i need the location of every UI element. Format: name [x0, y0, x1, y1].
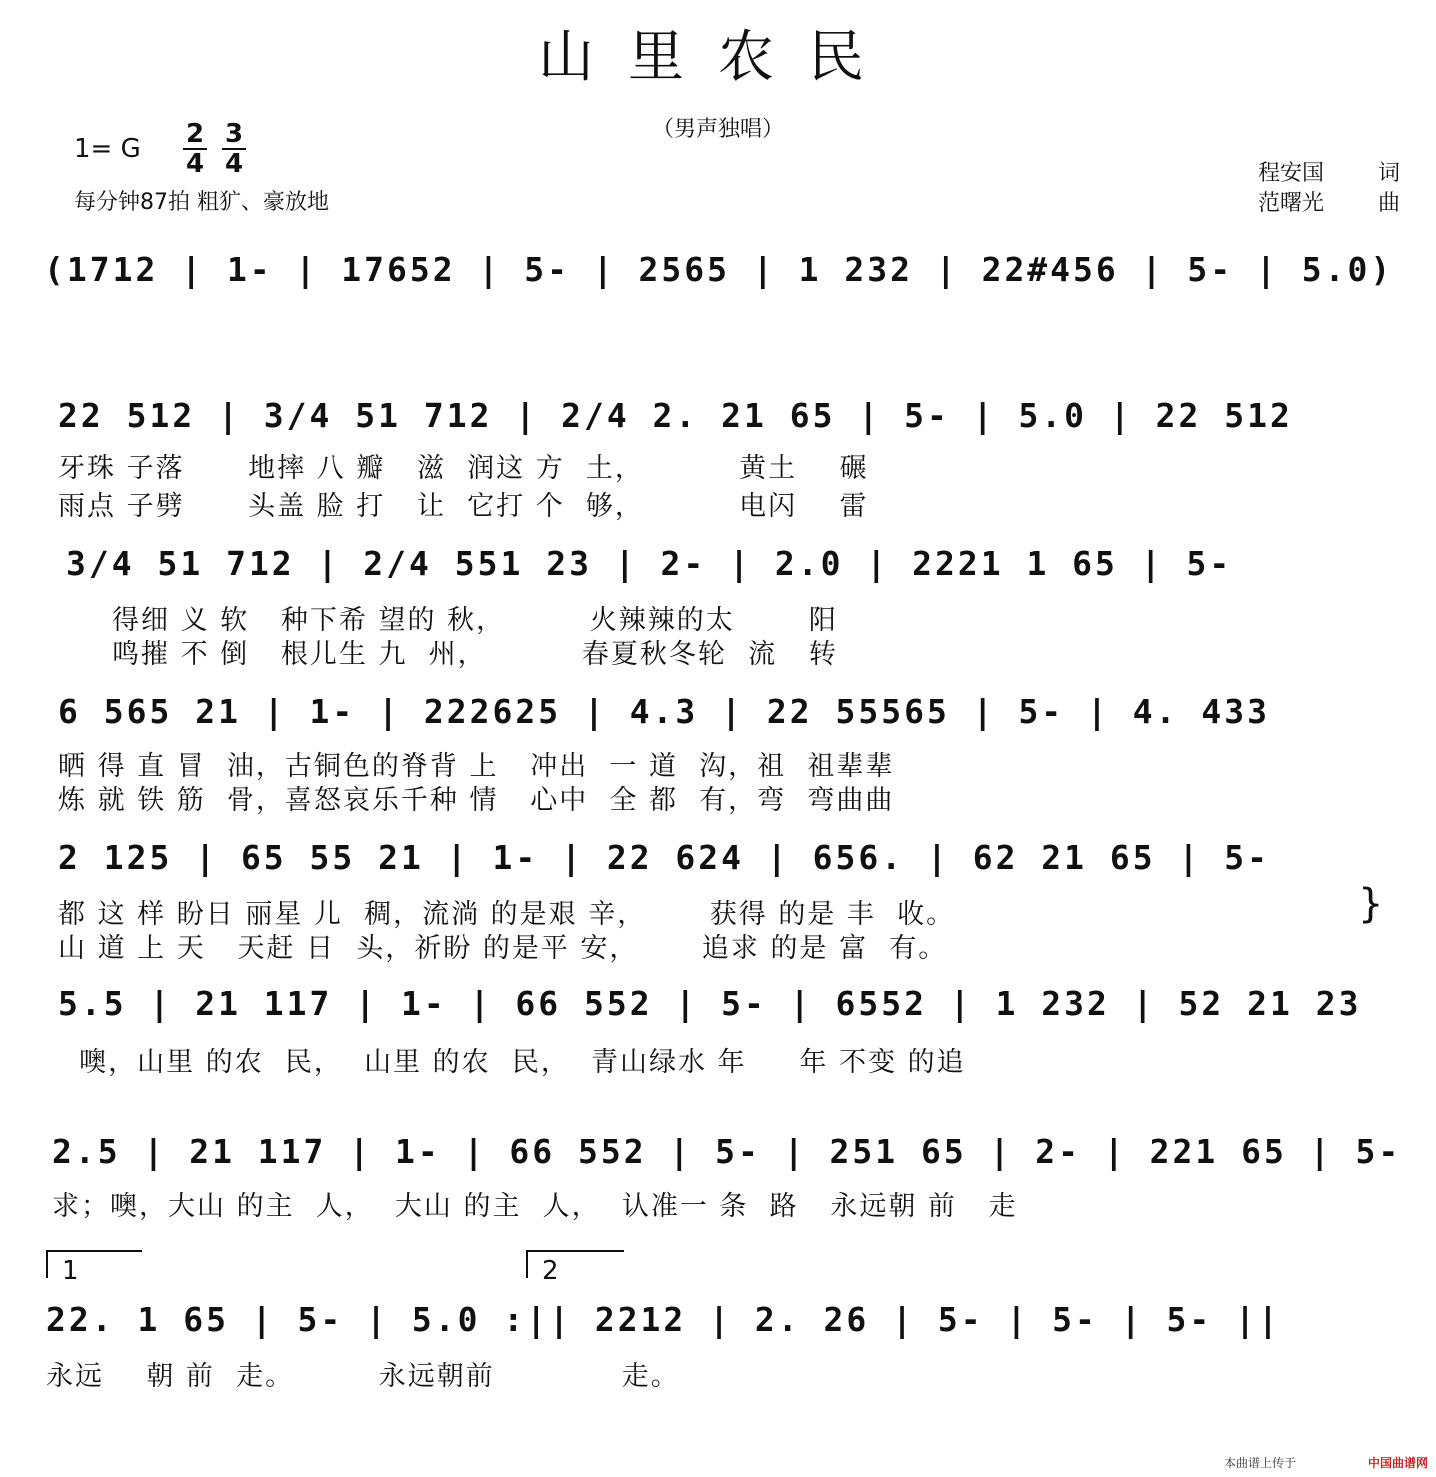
performance-note: （男声独唱）: [651, 117, 784, 142]
second-ending-bracket: [526, 1250, 624, 1278]
lyrics-row-7: 求；噢，大山 的主 人， 大山 的主 人， 认准一 条 路 永远朝 前 走: [52, 1191, 1018, 1222]
notation-row-1: (1712 | 1- | 17652 | 5- | 2565 | 1 232 | 22#456 | 5- | 5.0): [44, 250, 1394, 289]
lyrics-row-2-verse-2: 雨点 子劈 头盖 脸 打 让 它打 个 够， 电闪 雷: [58, 491, 869, 522]
first-ending-bracket: [46, 1250, 142, 1278]
first-ending-number: 1: [62, 1256, 79, 1286]
notation-row-8: 22. 1 65 | 5- | 5.0 :|| 2212 | 2. 26 | 5- | 5- | 5- ||: [46, 1300, 1281, 1339]
composer-role: 曲: [1378, 191, 1401, 216]
lyricist: 程安国: [1258, 161, 1325, 186]
song-title: 山里农民: [538, 25, 898, 90]
lyrics-row-2-verse-1: 牙珠 子落 地摔 八 瓣 滋 润这 方 土， 黄土 碾: [58, 453, 869, 484]
notation-row-6: 5.5 | 21 117 | 1- | 66 552 | 5- | 6552 | 1 232 | 52 21 23: [58, 984, 1362, 1023]
lyrics-row-6: 噢，山里 的农 民， 山里 的农 民， 青山绿水 年 年 不变 的追: [58, 1047, 966, 1078]
notation-row-5: 2 125 | 65 55 21 | 1- | 22 624 | 656. | 62 21 65 | 5-: [58, 838, 1270, 877]
notation-row-4: 6 565 21 | 1- | 222625 | 4.3 | 22 55565 | 5- | 4. 433: [58, 692, 1270, 731]
upload-note: 本曲谱上传于: [1223, 1456, 1296, 1470]
site-logo: 中国曲谱网: [1367, 1456, 1428, 1470]
lyrics-row-5-verse-1: 都 这 样 盼日 丽星 儿 稠，流淌 的是艰 辛， 获得 的是 丰 收。: [58, 899, 956, 930]
key-signature: 1= G: [74, 134, 141, 164]
notation-row-7: 2.5 | 21 117 | 1- | 66 552 | 5- | 251 65 | 2- | 221 65 | 5-: [52, 1132, 1402, 1171]
lyrics-row-3-verse-2: 鸣摧 不 倒 根儿生 九 州， 春夏秋冬轮 流 转: [112, 639, 838, 670]
lyrics-row-4-verse-1: 晒 得 直 冒 油，古铜色的脊背 上 冲出 一 道 沟，祖 祖辈辈: [58, 751, 895, 782]
lyrics-row-8: 永远 朝 前 走。 永远朝前 走。: [46, 1361, 680, 1392]
lyricist-role: 词: [1378, 161, 1401, 186]
second-ending-number: 2: [542, 1256, 559, 1286]
composer: 范曙光: [1258, 191, 1325, 216]
time-signature-3-4: 3 4: [222, 122, 246, 176]
lyrics-row-5-verse-2: 山 道 上 天 天赶 日 头，祈盼 的是平 安， 追求 的是 富 有。: [58, 933, 948, 964]
time-signature-2-4: 2 4: [183, 122, 207, 176]
verse-brace: }: [1358, 881, 1384, 927]
notation-row-3: 3/4 51 712 | 2/4 551 23 | 2- | 2.0 | 2221 1 65 | 5-: [66, 544, 1233, 583]
lyrics-row-4-verse-2: 炼 就 铁 筋 骨，喜怒哀乐千种 情 心中 全 都 有，弯 弯曲曲: [58, 785, 895, 816]
lyrics-row-3-verse-1: 得细 义 软 种下希 望的 秋， 火辣辣的太 阳: [112, 605, 838, 636]
notation-row-2: 22 512 | 3/4 51 712 | 2/4 2. 21 65 | 5- | 5.0 | 22 512: [58, 396, 1293, 435]
tempo-marking: 每分钟87拍 粗犷、豪放地: [74, 190, 329, 215]
